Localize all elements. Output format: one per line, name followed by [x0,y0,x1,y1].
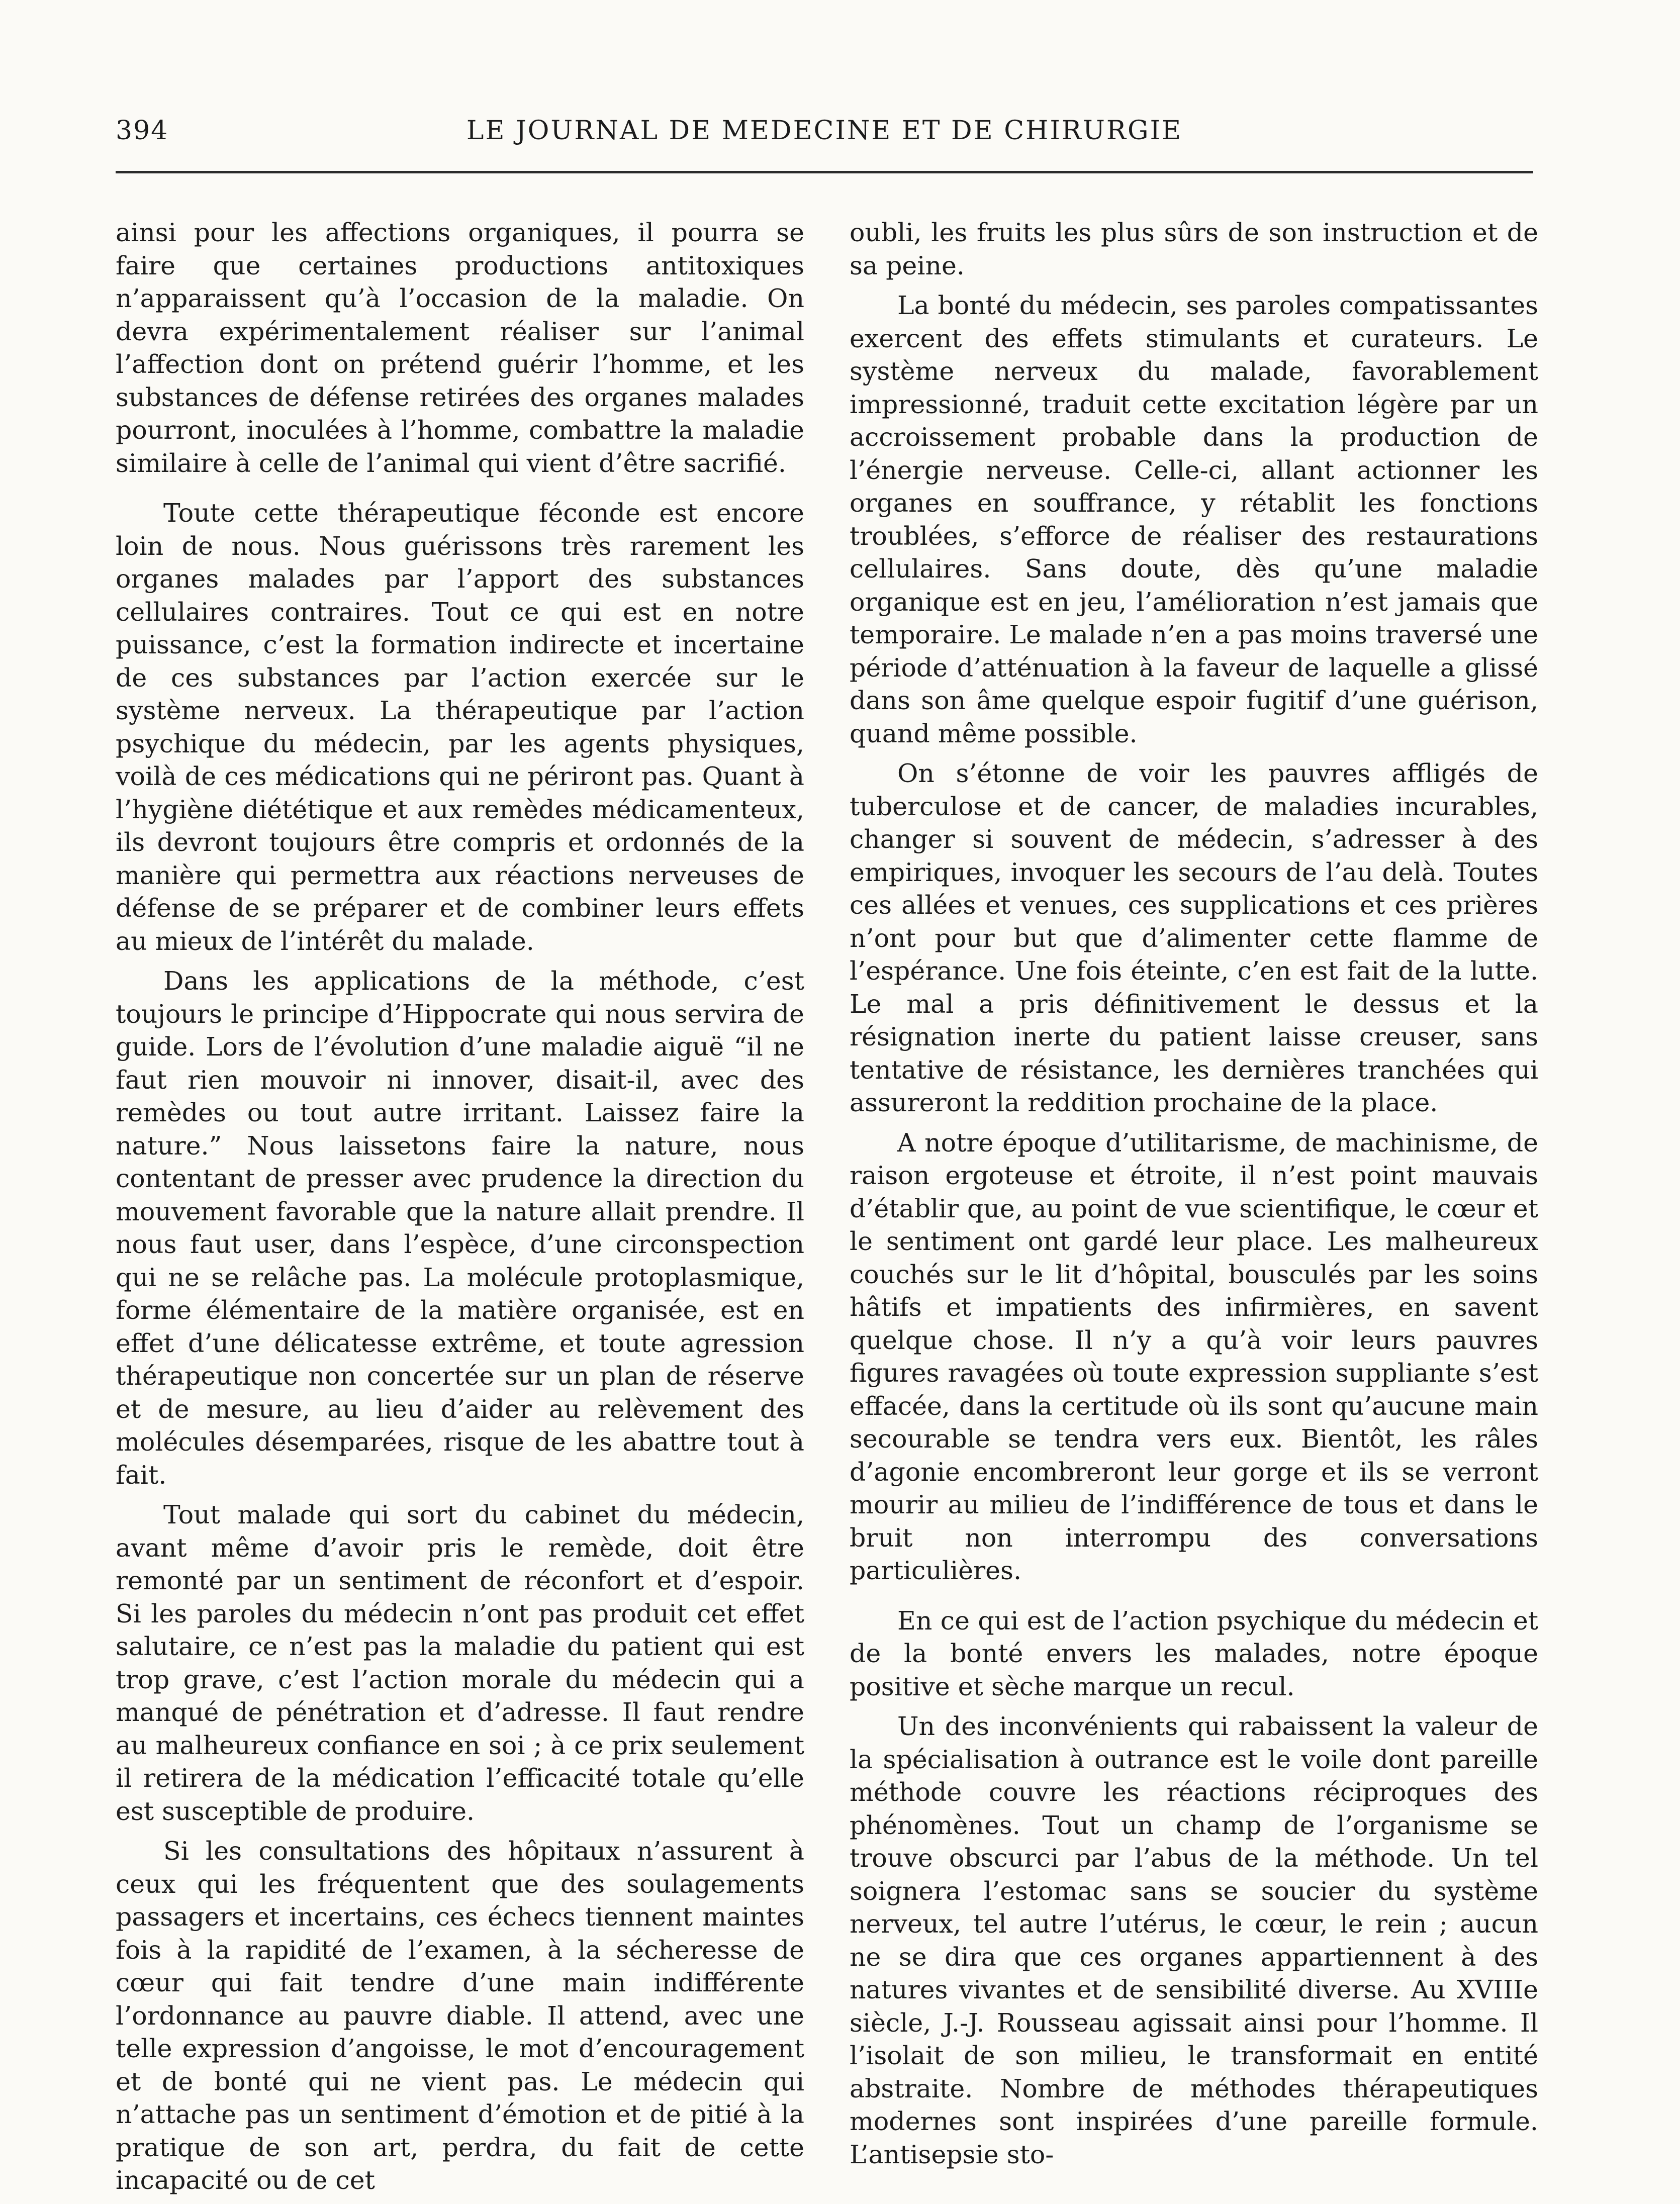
left-column [116,216,804,2204]
paragraph: A notre époque d’utilitarisme, de machinisme, de raison ergoteuse et étroite, il n’est point mauvais d’établir que, au point de vue scientifique, le cœur et le sentiment ont gardé leur place. Les malheureux couchés sur le lit d’hôpital, bousculés par les soins hâtifs et impatients des infirmières, en savent quelque chose. Il n’y a qu’à voir leurs pauvres figures ravagées où toute expression suppliante s’est effacée, dans la certitude où ils sont qu’aucune main secourable se tendra vers eux. Bientôt, les râles d’agonie encombreront leur gorge et ils se verront mourir au milieu de l’indifférence de tous et dans le bruit non interrompu des conversations particulières. [850,1127,1538,1585]
paragraph: Toute cette thérapeutique féconde est encore loin de nous. Nous guérissons très rarement les organes malades par l’apport des substances cellulaires contraires. Tout ce qui est en notre puissance, c’est la formation indirecte et incertaine de ces substances par l’action exercée sur le système nerveux. La thérapeutique par l’action psychique du médecin, par les agents physiques, voilà de ces médications qui ne périront pas. Quant à l’hygiène diététique et aux remèdes médicamenteux, ils devront toujours être compris et ordonnés de la manière qui permettra aux réactions nerveuses de défense de se préparer et de combiner leurs effets au mieux de l’intérêt du malade. [116,498,804,956]
paragraph: La bonté du médecin, ses paroles compatissantes exercent des effets stimulants et curateurs. Le système nerveux du malade, favorablement impressionné, traduit cette excitation légère par un accroissement probable dans la production de l’énergie nerveuse. Celle-ci, allant actionner les organes en souffrance, y rétablit les fonctions troublées, s’efforce de réaliser des restaurations cellulaires. Sans doute, dès qu’une maladie organique est en jeu, l’amélioration n’est jamais que temporaire. Le malade n’en a pas moins traversé une période d’atténuation à la faveur de laquelle a glissé dans son âme quelque espoir fugitif d’une guérison, quand même possible. [850,291,1538,748]
right-column [850,216,1538,2178]
paragraph: En ce qui est de l’action psychique du médecin et de la bonté envers les malades, notre époque positive et sèche marque un recul. [850,1605,1538,1701]
paragraph: ainsi pour les affections organiques, il pourra se faire que certaines productions antitoxiques n’apparaissent qu’à l’occasion de la maladie. On devra expérimentalement réaliser sur l’animal l’affection dont on prétend guérir l’homme, et les substances de défense retirées des organes malades pourront, inoculées à l’homme, combattre la maladie similaire à celle de l’animal qui vient d’être sacrifié. [116,218,804,478]
paragraph: Si les consultations des hôpitaux n’assurent à ceux qui les fréquentent que des soulagements passagers et incertains, ces échecs tiennent maintes fois à la rapidité de l’examen, à la sécheresse de cœur qui fait tendre d’une main indifférente l’ordonnance au pauvre diable. Il attend, avec une telle expression d’angoisse, le mot d’encouragement et de bonté qui ne vient pas. Le médecin qui n’attache pas un sentiment d’émotion et de pitié à la pratique de son art, perdra, du fait de cette incapacité ou de cet [116,1836,804,2195]
paragraph: Tout malade qui sort du cabinet du médecin, avant même d’avoir pris le remède, doit être remonté par un sentiment de réconfort et d’espoir. Si les paroles du médecin n’ont pas produit cet effet salutaire, ce n’est pas la maladie du patient qui est trop grave, c’est l’action morale du médecin qui a manqué de pénétration et d’adresse. Il faut rendre au malheureux confiance en soi ; à ce prix seulement il retirera de la médication l’efficacité totale qu’elle est susceptible de produire. [116,1500,804,1826]
paragraph: Un des inconvénients qui rabaissent la valeur de la spécialisation à outrance est le voile dont pareille méthode couvre les réactions réciproques des phénomènes. Tout un champ de l’organisme se trouve obscurci par l’abus de la méthode. Un tel soignera l’estomac sans se soucier du système nerveux, tel autre l’utérus, le cœur, le rein ; aucun ne se dira que ces organes appartiennent à des natures vivantes et de sensibilité diverse. Au XVIIIe siècle, J.-J. Rousseau agissait ainsi pour l’homme. Il l’isolait de son milieu, le transformait en entité abstraite. Nombre de méthodes thérapeutiques modernes sont inspirées d’une pareille formule. L’antisepsie sto- [850,1711,1538,2169]
paragraph: On s’étonne de voir les pauvres affligés de tuberculose et de cancer, de maladies incurables, changer si souvent de médecin, s’adresser à des empiriques, invoquer les secours de l’au delà. Toutes ces allées et venues, ces supplications et ces prières n’ont pour but que d’alimenter cette flamme de l’espérance. Une fois éteinte, c’en est fait de la lutte. Le mal a pris définitivement le dessus et la résignation inerte du patient laisse creuser, sans tentative de résistance, les dernières tranchées qui assureront la reddition prochaine de la place. [850,758,1538,1117]
paragraph: oubli, les fruits les plus sûrs de son instruction et de sa peine. [850,218,1538,280]
paragraph: Dans les applications de la méthode, c’est toujours le principe d’Hippocrate qui nous servira de guide. Lors de l’évolution d’une maladie aiguë “il ne faut rien mouvoir ni innover, disait-il, avec des remèdes ou tout autre irritant. Laissez faire la nature.” Nous laissetons faire la nature, nous contentant de presser avec prudence la direction du mouvement favorable que la nature allait prendre. Il nous faut user, dans l’espèce, d’une circonspection qui ne se relâche pas. La molécule protoplasmique, forme élémentaire de la matière organisée, est en effet d’une délicatesse extrême, et toute agression thérapeutique non concertée sur un plan de réserve et de mesure, au lieu d’aider au relèvement des molécules désemparées, risque de les abattre tout à fait. [116,966,804,1490]
page-number: 394 [116,116,169,146]
journal-title: LE JOURNAL DE MEDECINE ET DE CHIRURGIE [466,116,1183,146]
page-header [116,116,1533,161]
header-rule [116,171,1533,173]
